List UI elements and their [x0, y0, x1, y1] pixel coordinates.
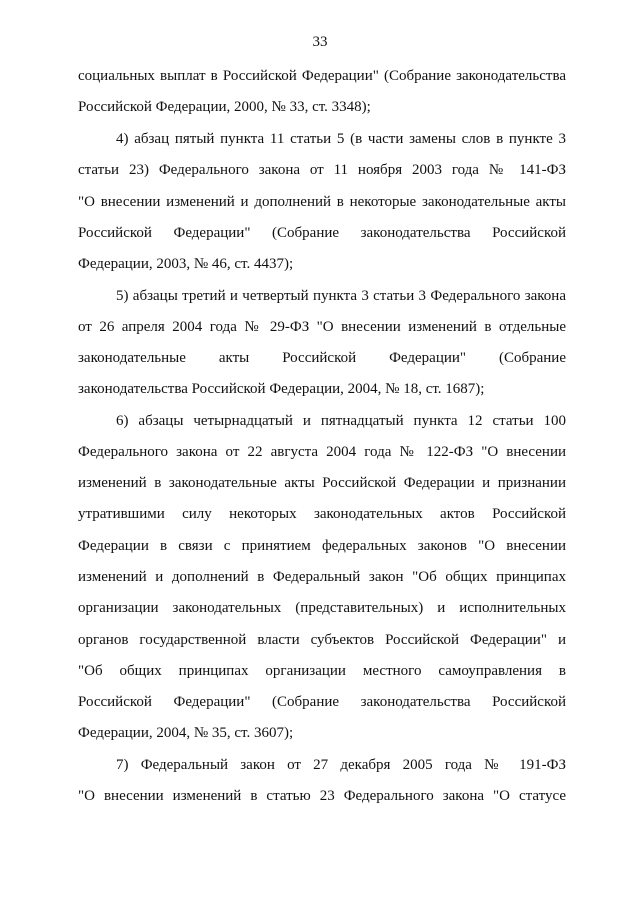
page-number: 33 — [312, 34, 328, 50]
text-line: Федерации, 2003, № 46, ст. 4437); — [78, 256, 294, 272]
text-line: "О внесении изменений в статью 23 Федерального закона "О статусе — [78, 788, 566, 804]
text-line: Федерации в связи с принятием федеральных законов "О внесении — [78, 538, 566, 554]
text-line: Федерации, 2004, № 35, ст. 3607); — [78, 725, 294, 741]
text-line: 5) абзацы третий и четвертый пункта 3 статьи 3 Федерального закона — [116, 288, 566, 304]
text-line: Российской Федерации, 2000, № 33, ст. 3348); — [78, 99, 371, 115]
text-line: "О внесении изменений и дополнений в некоторые законодательные акты — [78, 194, 566, 210]
text-line: органов государственной власти субъектов Российской Федерации" и — [78, 632, 566, 648]
text-line: организации законодательных (представительных) и исполнительных — [78, 600, 566, 616]
text-line: изменений в законодательные акты Российской Федерации и признании — [78, 475, 566, 491]
text-line: статьи 23) Федерального закона от 11 ноября 2003 года № 141-ФЗ — [78, 162, 566, 178]
text-line: 4) абзац пятый пункта 11 статьи 5 (в части замены слов в пункте 3 — [116, 131, 566, 147]
text-line: социальных выплат в Российской Федерации" (Собрание законодательства — [78, 68, 566, 84]
text-line: законодательные акты Российской Федерации" (Собрание — [78, 350, 566, 366]
text-line: законодательства Российской Федерации, 2004, № 18, ст. 1687); — [78, 381, 485, 397]
text-line: Федерального закона от 22 августа 2004 года № 122-ФЗ "О внесении — [78, 444, 566, 460]
text-line: утратившими силу некоторых законодательных актов Российской — [78, 506, 566, 522]
text-line: 6) абзацы четырнадцатый и пятнадцатый пункта 12 статьи 100 — [116, 413, 566, 429]
text-line: "Об общих принципах организации местного самоуправления в — [78, 663, 566, 679]
text-line: 7) Федеральный закон от 27 декабря 2005 года № 191-ФЗ — [116, 757, 566, 773]
text-line: изменений и дополнений в Федеральный закон "Об общих принципах — [78, 569, 566, 585]
text-line: Российской Федерации" (Собрание законодательства Российской — [78, 694, 566, 710]
text-line: от 26 апреля 2004 года № 29-ФЗ "О внесении изменений в отдельные — [78, 319, 566, 335]
text-line: Российской Федерации" (Собрание законодательства Российской — [78, 225, 566, 241]
